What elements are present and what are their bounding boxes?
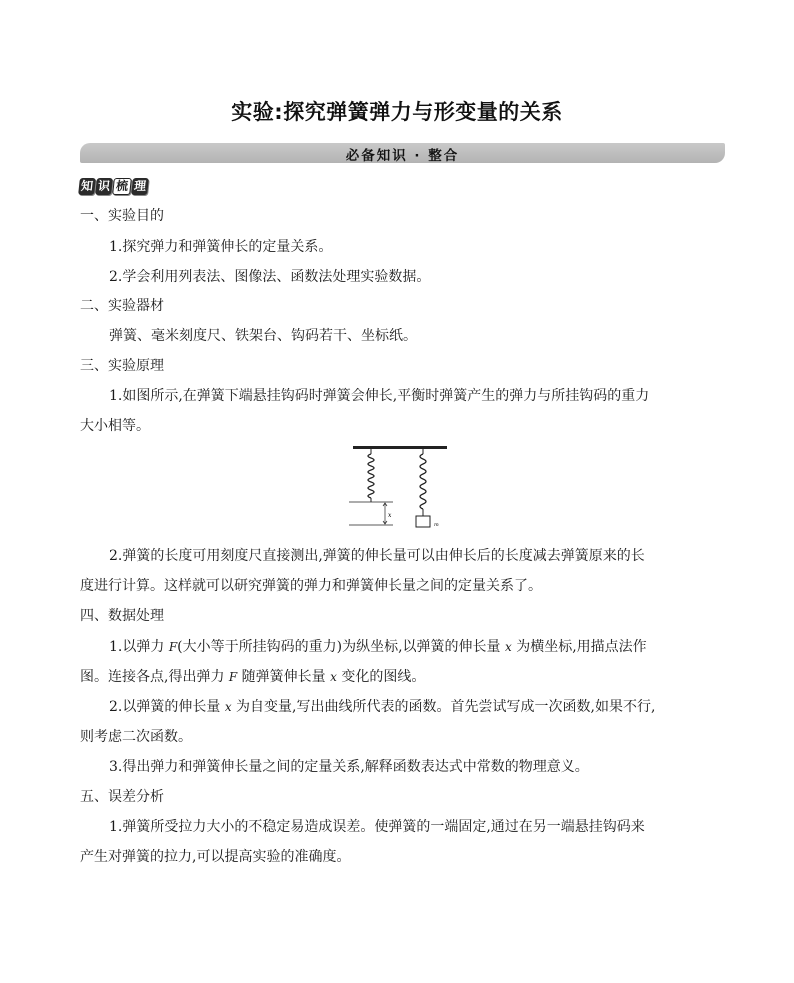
paragraph-line: 则考虑二次函数。: [80, 729, 192, 745]
section-heading: 五、误差分析: [80, 789, 164, 805]
paragraph-line: 1.弹簧所受拉力大小的不稳定易造成误差。使弹簧的一端固定,通过在另一端悬挂钩码来: [109, 819, 645, 835]
page-title: 实验:探究弹簧弹力与形变量的关系: [231, 100, 563, 124]
paragraph-line: 1.如图所示,在弹簧下端悬挂钩码时弹簧会伸长,平衡时弹簧产生的弹力与所挂钩码的重力: [109, 388, 650, 404]
text-run: 变化的图线。: [336, 669, 426, 685]
text-run: 1.以弹力: [109, 639, 169, 655]
paragraph-line: 度进行计算。这样就可以研究弹簧的弹力和弹簧伸长量之间的定量关系了。: [80, 578, 542, 594]
variable-x: x: [504, 640, 512, 654]
badge-char: 知: [78, 178, 96, 195]
spring-diagram: [345, 446, 455, 538]
text-run: 为自变量,写出曲线所代表的函数。首先尝试写成一次函数,如果不行,: [231, 699, 656, 715]
paragraph: 弹簧、毫米刻度尺、铁架台、钩码若干、坐标纸。: [109, 328, 417, 344]
paragraph-line: [80, 667, 425, 687]
list-item: 2.学会利用列表法、图像法、函数法处理实验数据。: [109, 269, 431, 285]
paragraph-line: 3.得出弹力和弹簧伸长量之间的定量关系,解释函数表达式中常数的物理意义。: [109, 759, 589, 775]
text-run: 图。连接各点,得出弹力: [80, 669, 229, 685]
spring-figure: [345, 446, 455, 534]
badge-char: 梳: [112, 178, 132, 195]
variable-F: F: [228, 670, 238, 684]
paragraph-line: [109, 637, 647, 657]
variable-x: x: [330, 670, 337, 684]
section-heading: 一、实验目的: [80, 208, 164, 224]
figure-label-x: x: [388, 512, 392, 519]
variable-F: F: [168, 640, 178, 654]
paragraph-line: 2.弹簧的长度可用刻度尺直接测出,弹簧的伸长量可以由伸长后的长度减去弹簧原来的长: [109, 548, 645, 564]
text-run: (大小等于所挂钩码的重力)为纵坐标,以弹簧的伸长量: [177, 639, 505, 655]
section-header-label: 必备知识 · 整合: [345, 148, 460, 164]
figure-label-m: m: [434, 522, 439, 528]
section-heading: 三、实验原理: [80, 358, 164, 374]
text-run: 随弹簧伸长量: [237, 669, 331, 685]
knowledge-badge: [79, 178, 151, 198]
section-heading: 二、实验器材: [80, 298, 164, 314]
badge-char: 识: [95, 178, 113, 195]
text-run: 2.以弹簧的伸长量: [109, 699, 225, 715]
paragraph-line: 产生对弹簧的拉力,可以提高实验的准确度。: [80, 849, 351, 865]
section-header-bar: [80, 143, 725, 163]
section-heading: 四、数据处理: [80, 608, 164, 624]
list-item: 1.探究弹力和弹簧伸长的定量关系。: [109, 239, 333, 255]
badge-char: 理: [131, 178, 149, 195]
text-run: 为横坐标,用描点法作: [511, 639, 647, 655]
paragraph-line: 大小相等。: [80, 418, 150, 434]
paragraph-line: [109, 697, 655, 717]
variable-x: x: [224, 700, 232, 714]
